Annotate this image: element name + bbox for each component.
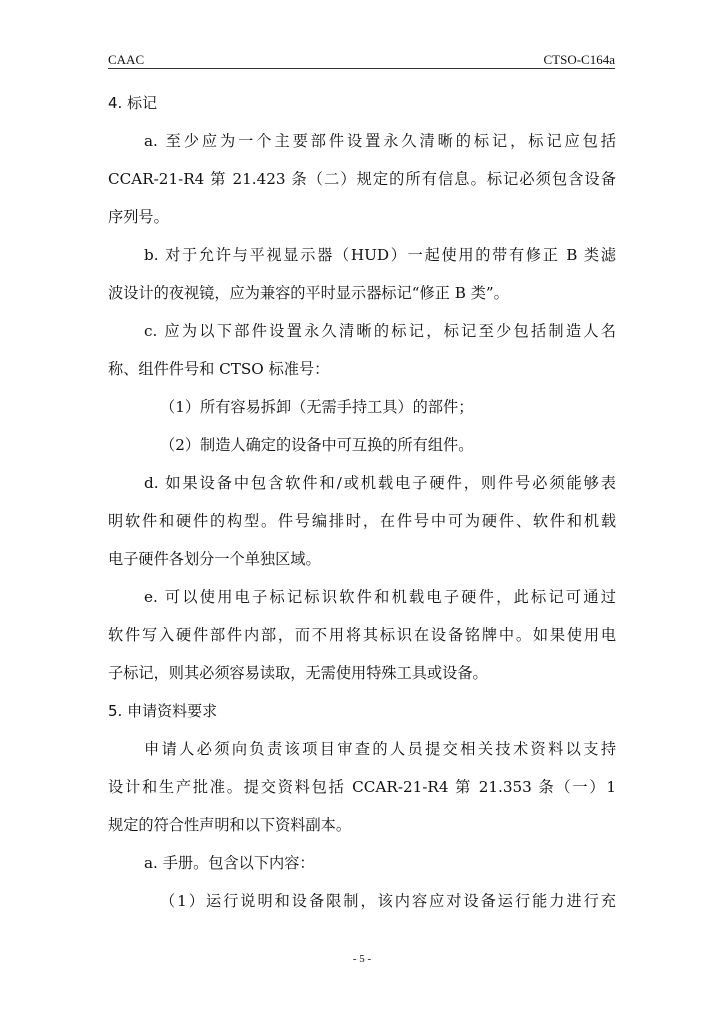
paragraph-line: 序列号。 [108,208,169,226]
paragraph-line: a. 至少应为一个主要部件设置永久清晰的标记，标记应包括 [144,132,616,150]
section-heading-marking: 4. 标记 [108,94,158,112]
paragraph-line: 明软件和硬件的构型。件号编排时，在件号中可为硬件、软件和机载 [108,512,616,530]
paragraph-line: 称、组件件号和 CTSO 标准号： [108,360,330,378]
page-header [108,52,615,69]
paragraph-line: 软件写入硬件部件内部，而不用将其标识在设备铭牌中。如果使用电 [108,626,616,644]
paragraph-line: a. 手册。包含以下内容： [144,854,315,872]
section-heading-application-data: 5. 申请资料要求 [108,702,218,720]
paragraph-line: 设计和生产批准。提交资料包括 CCAR-21-R4 第 21.353 条（一）1 [108,778,616,796]
header-org: CAAC [108,52,145,67]
list-item: （1）运行说明和设备限制，该内容应对设备运行能力进行充 [160,892,616,910]
header-doc-id: CTSO-C164a [543,52,615,67]
list-item: （2）制造人确定的设备中可互换的所有组件。 [160,436,474,454]
paragraph-line: e. 可以使用电子标记标识软件和机载电子硬件，此标记可通过 [144,588,616,606]
paragraph-line: 电子硬件各划分一个单独区域。 [108,550,321,568]
document-body [108,84,616,920]
paragraph-line: c. 应为以下部件设置永久清晰的标记，标记至少包括制造人名 [144,322,616,340]
list-item: （1）所有容易拆卸（无需手持工具）的部件； [160,398,474,416]
paragraph-line: 子标记，则其必须容易读取，无需使用特殊工具或设备。 [108,664,488,682]
page-number: - 5 - [352,953,372,965]
paragraph-line: CCAR-21-R4 第 21.423 条（二）规定的所有信息。标记必须包含设备 [108,170,616,188]
paragraph-line: 规定的符合性声明和以下资料副本。 [108,816,351,834]
paragraph-line: 申请人必须向负责该项目审查的人员提交相关技术资料以支持 [144,740,616,758]
paragraph-line: b. 对于允许与平视显示器（HUD）一起使用的带有修正 B 类滤 [144,246,616,264]
paragraph-line: 波设计的夜视镜，应为兼容的平时显示器标记“修正 B 类”。 [108,284,509,302]
paragraph-line: d. 如果设备中包含软件和/或机载电子硬件，则件号必须能够表 [144,474,616,492]
